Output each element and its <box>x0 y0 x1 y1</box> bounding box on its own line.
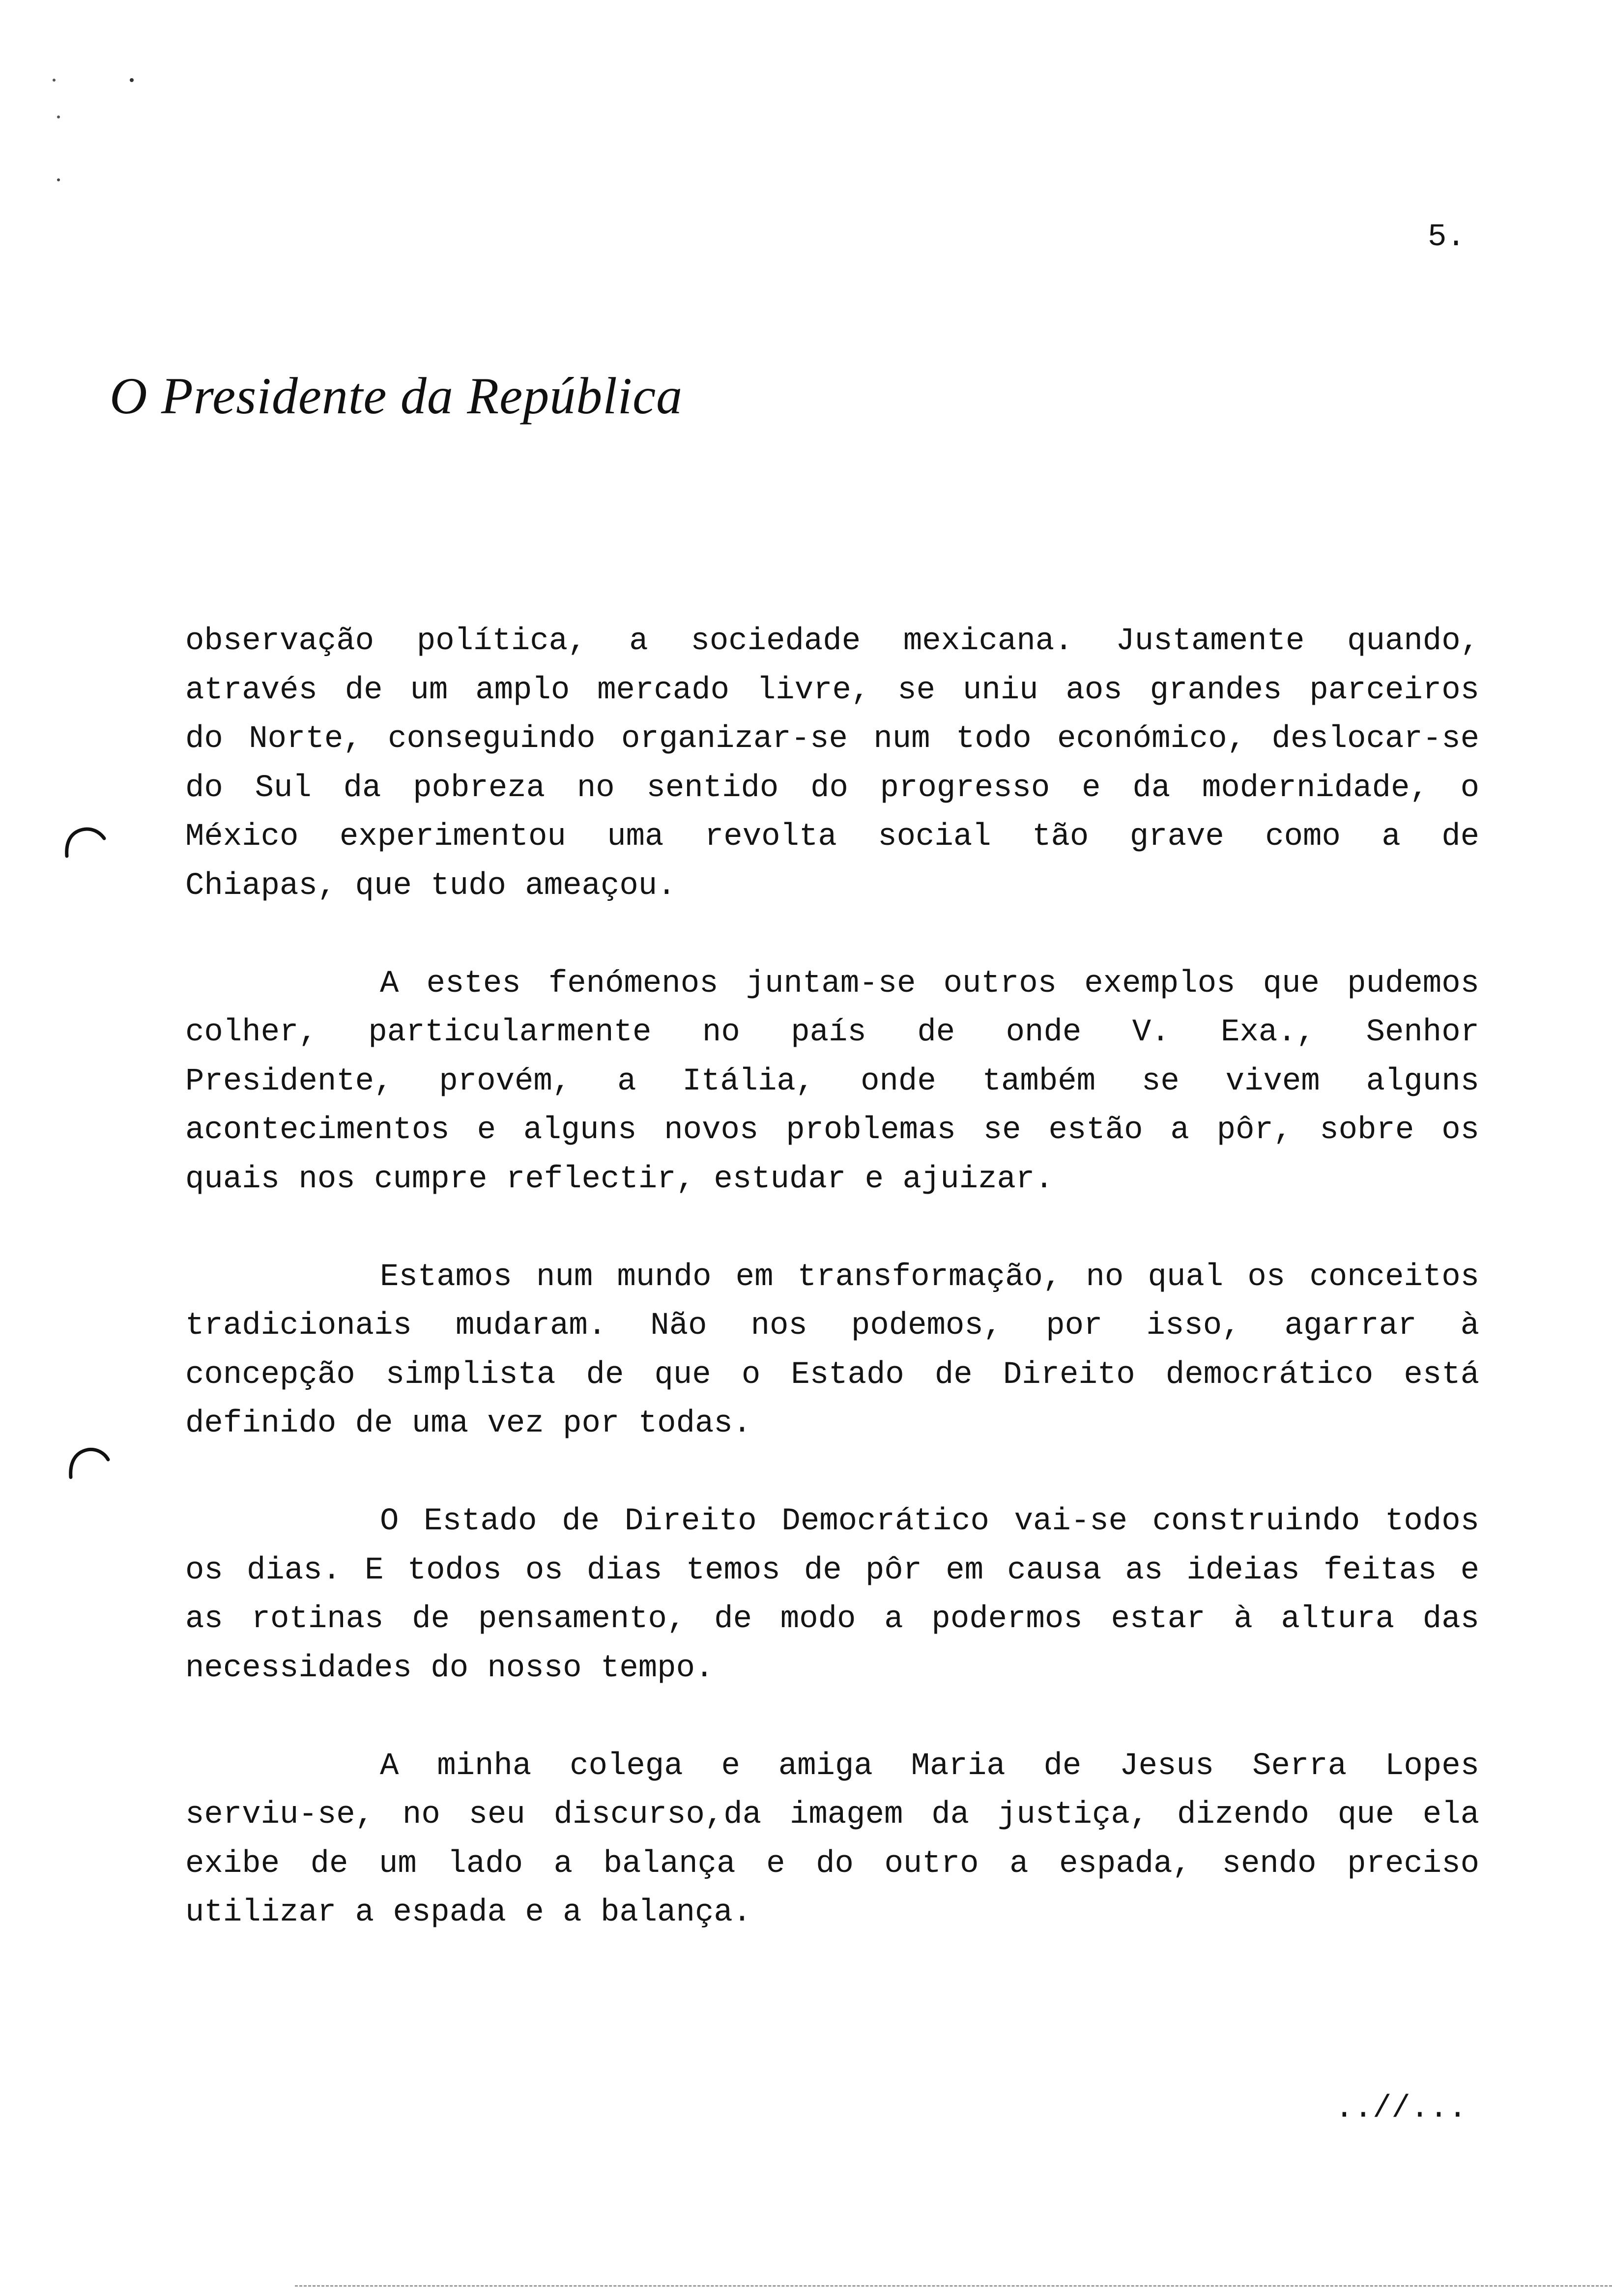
text-line: México experimentou uma revolta social tão grave como a de <box>185 819 1479 855</box>
text-line: Estamos num mundo em transformação, no qual os conceitos <box>380 1259 1479 1295</box>
text-line: O Estado de Direito Democrático vai-se construindo todos <box>380 1504 1479 1539</box>
text-line: os dias. E todos os dias temos de pôr em causa as ideias feitas e <box>185 1552 1479 1588</box>
paragraph <box>185 960 1479 1205</box>
text-line: quais nos cumpre reflectir, estudar e ajuizar. <box>185 1161 1054 1197</box>
scan-specks <box>0 0 197 206</box>
text-line: do Norte, conseguindo organizar-se num todo económico, deslocar-se <box>185 721 1479 757</box>
text-line: utilizar a espada e a balança. <box>185 1895 752 1930</box>
paragraph <box>185 1253 1479 1449</box>
punch-hole-mark <box>63 824 107 859</box>
punch-hole-mark <box>66 1445 111 1480</box>
text-line: A estes fenómenos juntam-se outros exemplos que pudemos <box>380 966 1479 1002</box>
paragraph <box>185 617 1479 911</box>
text-line: definido de uma vez por todas. <box>185 1406 752 1441</box>
text-line: exibe de um lado a balança e do outro a espada, sendo preciso <box>185 1846 1479 1882</box>
text-line: observação política, a sociedade mexicana. Justamente quando, <box>185 624 1479 659</box>
text-line: do Sul da pobreza no sentido do progresso e da modernidade, o <box>185 770 1479 806</box>
text-line: tradicionais mudaram. Não nos podemos, por isso, agarrar à <box>185 1308 1479 1344</box>
text-line: colher, particularmente no país de onde V. Exa., Senhor <box>185 1015 1479 1050</box>
text-line: Presidente, provém, a Itália, onde também se vivem alguns <box>185 1063 1479 1099</box>
text-line: através de um amplo mercado livre, se uniu aos grandes parceiros <box>185 672 1479 708</box>
text-line: as rotinas de pensamento, de modo a podermos estar à altura das <box>185 1602 1479 1637</box>
text-line: serviu-se, no seu discurso,da imagem da justiça, dizendo que ela <box>185 1797 1479 1833</box>
letterhead-title: O Presidente da República <box>110 367 683 425</box>
scan-edge-line <box>295 2285 1612 2287</box>
paragraph <box>185 1497 1479 1693</box>
text-line: acontecimentos e alguns novos problemas se estão a pôr, sobre os <box>185 1113 1479 1148</box>
text-line: Chiapas, que tudo ameaçou. <box>185 868 676 904</box>
paragraph <box>185 1742 1479 1938</box>
text-line: necessidades do nosso tempo. <box>185 1650 714 1686</box>
text-line: A minha colega e amiga Maria de Jesus Serra Lopes <box>380 1748 1479 1784</box>
document-body <box>185 617 1479 1986</box>
text-line: concepção simplista de que o Estado de Direito democrático está <box>185 1357 1479 1393</box>
continuation-mark: ..//... <box>1335 2091 1467 2126</box>
page-number: 5. <box>1428 220 1466 255</box>
